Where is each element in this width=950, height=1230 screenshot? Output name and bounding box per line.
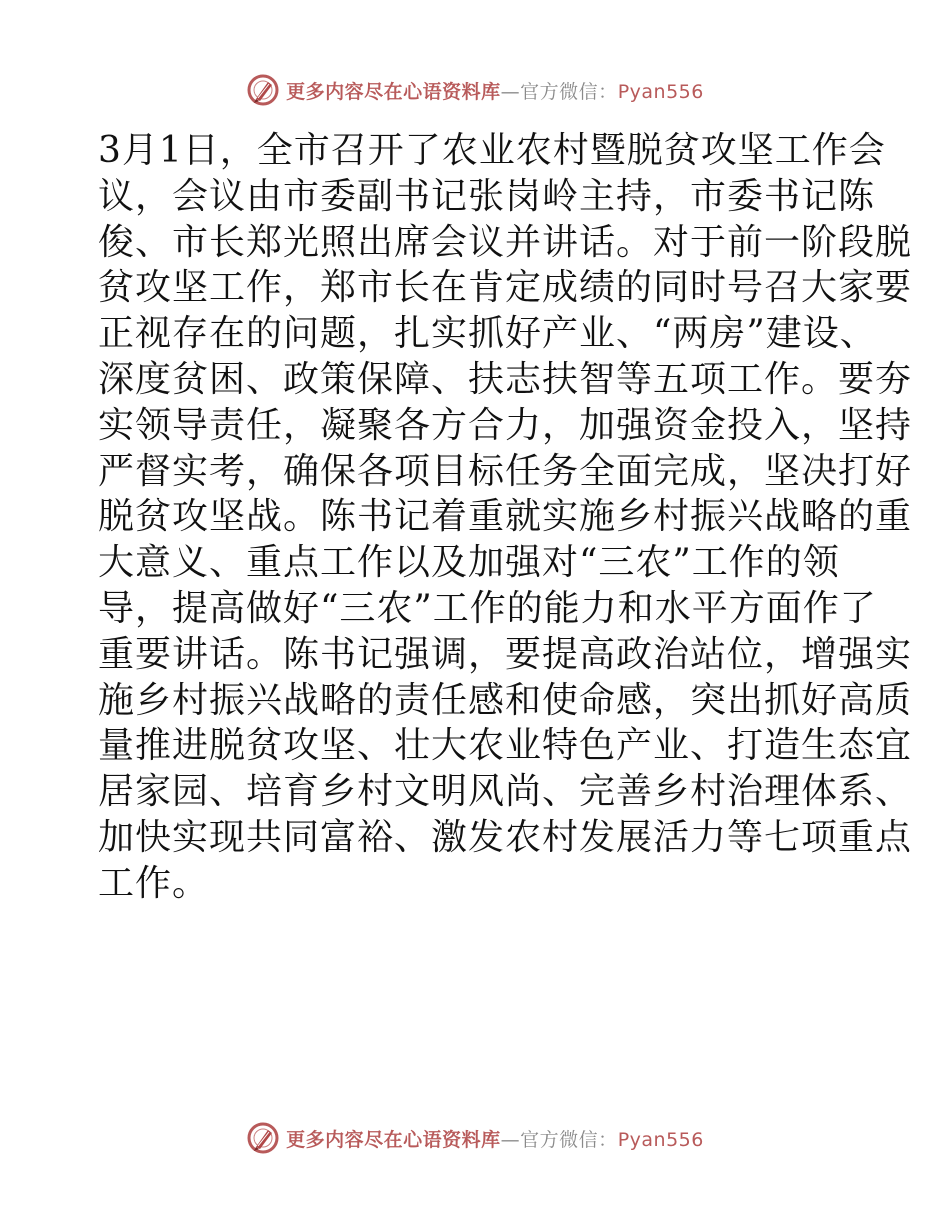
document-body [98,128,913,907]
watermark-account: Pyan556 [617,1128,704,1151]
body-line: 深度贫困、政策保障、扶志扶智等五项工作。要夯 [98,358,913,400]
watermark-wechat-label: 官方微信： [520,1128,618,1151]
body-line: 施乡村振兴战略的责任感和使命感，突出抓好高质 [98,679,913,721]
body-line: 量推进脱贫攻坚、壮大农业特色产业、打造生态宜 [98,725,913,767]
body-line: 加快实现共同富裕、激发农村发展活力等七项重点 [98,816,913,858]
pen-nib-logo-icon [246,1121,280,1155]
body-line: 工作。 [98,862,210,904]
body-line: 议，会议由市委副书记张岗岭主持，市委书记陈 [98,175,876,217]
watermark-main-text: 更多内容尽在心语资料库 [286,80,501,103]
body-line: 贫攻坚工作，郑市长在肯定成绩的同时号召大家要 [98,267,913,309]
body-line: 脱贫攻坚战。陈书记着重就实施乡村振兴战略的重 [98,496,913,538]
watermark-account: Pyan556 [617,80,704,103]
footer-watermark [0,1118,950,1158]
body-line: 实领导责任，凝聚各方合力，加强资金投入，坚持 [98,404,913,446]
header-watermark [0,70,950,110]
body-line: 大意义、重点工作以及加强对“三农”工作的领 [98,542,840,584]
watermark-separator: — [500,1128,521,1151]
body-line: 严督实考，确保各项目标任务全面完成，坚决打好 [98,450,913,492]
body-line: 正视存在的问题，扎实抓好产业、“两房”建设、 [98,313,877,355]
watermark-wechat-label: 官方微信： [520,80,618,103]
body-line: 导，提高做好“三农”工作的能力和水平方面作了 [98,587,877,629]
body-line: 居家园、培育乡村文明风尚、完善乡村治理体系、 [98,771,913,813]
pen-nib-logo-icon [246,73,280,107]
watermark-separator: — [500,80,521,103]
body-line: 重要讲话。陈书记强调，要提高政治站位，增强实 [98,633,913,675]
body-line: 俊、市长郑光照出席会议并讲话。对于前一阶段脱 [98,221,913,263]
body-line: 3月1日，全市召开了农业农村暨脱贫攻坚工作会 [98,130,886,171]
watermark-main-text: 更多内容尽在心语资料库 [286,1128,501,1151]
